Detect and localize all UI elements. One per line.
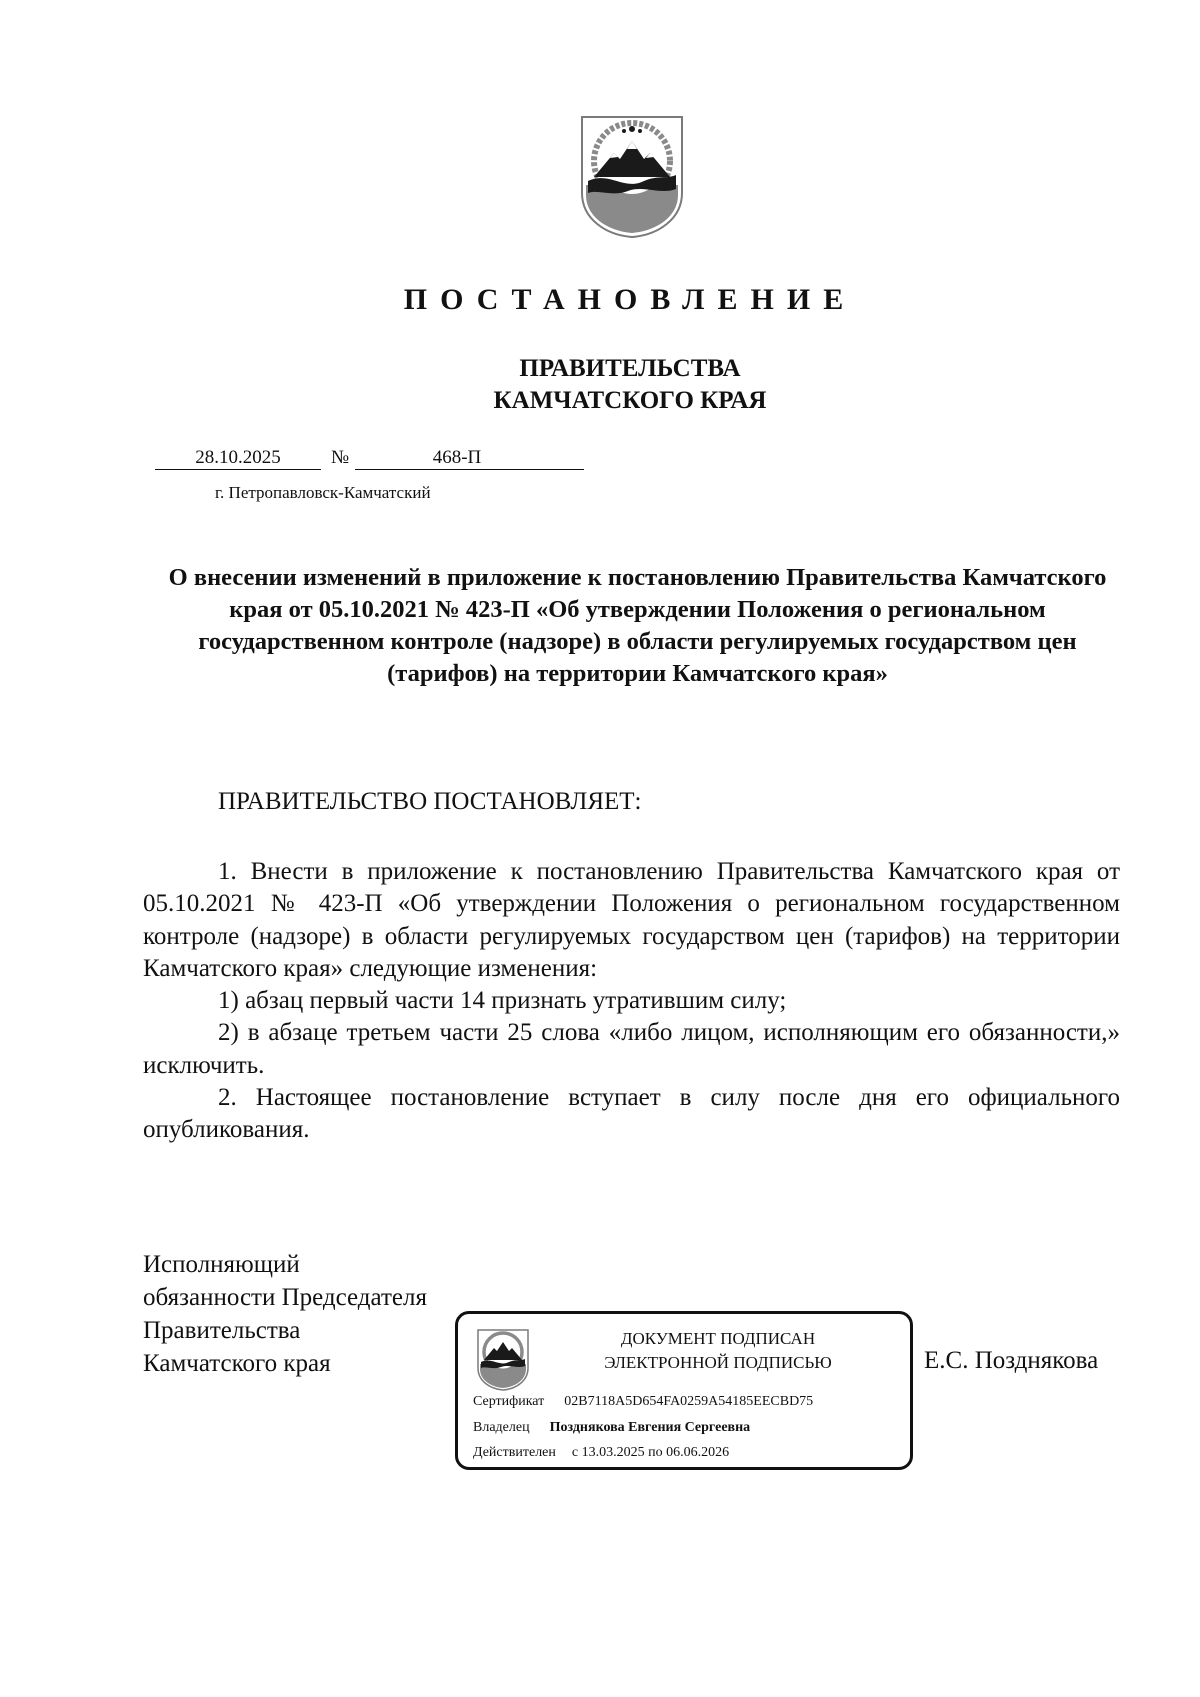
- stamp-owner-value: Позднякова Евгения Сергеевна: [549, 1420, 751, 1435]
- signer-position-line: Камчатского края: [143, 1350, 331, 1377]
- stamp-validity-value: с 13.03.2025 по 06.06.2026: [571, 1445, 730, 1460]
- signer-name: Е.С. Позднякова: [924, 1347, 1099, 1374]
- document-subject: О внесении изменений в приложение к постановлению Правительства Камчатского края от 05.10.2021 № 423-П «Об утверждении Положения о региональном государственном контроле (надзоре) в области регулируемых государством цен (тарифов) на территории Камчатского края»: [168, 564, 1107, 687]
- body-paragraph: 1. Внести в приложение к постановлению Правительства Камчатского края от 05.10.2021 № 423-П «Об утверждении Положения о региональном государственном контроле (надзоре) в области регулируемых государством цен (тарифов) на территории Камчатского края» следующие изменения:: [143, 858, 1120, 982]
- stamp-title-line1: ДОКУМЕНТ ПОДПИСАН: [620, 1329, 816, 1348]
- signer-position: [143, 1248, 427, 1380]
- stamp-certificate-row: [473, 1394, 813, 1410]
- body-paragraph: 1) абзац первый части 14 признать утратившим силу;: [218, 987, 787, 1015]
- electronic-signature-stamp: [455, 1311, 913, 1470]
- stamp-certificate-label: Сертификат: [473, 1394, 545, 1409]
- government-name-line2: КАМЧАТСКОГО КРАЯ: [493, 387, 767, 414]
- document-number: 468-П: [355, 447, 584, 470]
- city-name: г. Петропавловск-Камчатский: [215, 483, 431, 502]
- document-date: 28.10.2025: [155, 447, 321, 470]
- stamp-certificate-value: 02B7118A5D654FA0259A54185EECBD75: [564, 1394, 814, 1409]
- decree-heading: ПРАВИТЕЛЬСТВО ПОСТАНОВЛЯЕТ:: [218, 788, 642, 815]
- stamp-title-line2: ЭЛЕКТРОННОЙ ПОДПИСЬЮ: [604, 1353, 832, 1372]
- body-paragraph: 2. Настоящее постановление вступает в силу после дня его официального опубликования.: [143, 1084, 1120, 1144]
- body-paragraph: 2) в абзаце третьем части 25 слова «либо лицом, исполняющим его обязанности,» исключить.: [143, 1019, 1120, 1079]
- stamp-validity-label: Действителен: [473, 1445, 556, 1460]
- signer-position-line: обязанности Председателя: [143, 1284, 427, 1311]
- document-type-heading: ПОСТАНОВЛЕНИЕ: [403, 283, 857, 316]
- number-sign: №: [331, 447, 350, 468]
- signer-position-line: Правительства: [143, 1317, 301, 1344]
- date-number-line: [155, 447, 585, 471]
- stamp-owner-label: Владелец: [473, 1420, 530, 1435]
- stamp-owner-row: [473, 1420, 750, 1436]
- stamp-coat-of-arms-icon: [477, 1328, 529, 1392]
- document-body: [143, 856, 1120, 1147]
- signer-position-line: Исполняющий: [143, 1251, 300, 1278]
- coat-of-arms-icon: [580, 115, 684, 239]
- government-name-line1: ПРАВИТЕЛЬСТВА: [519, 355, 741, 382]
- stamp-validity-row: [473, 1445, 729, 1461]
